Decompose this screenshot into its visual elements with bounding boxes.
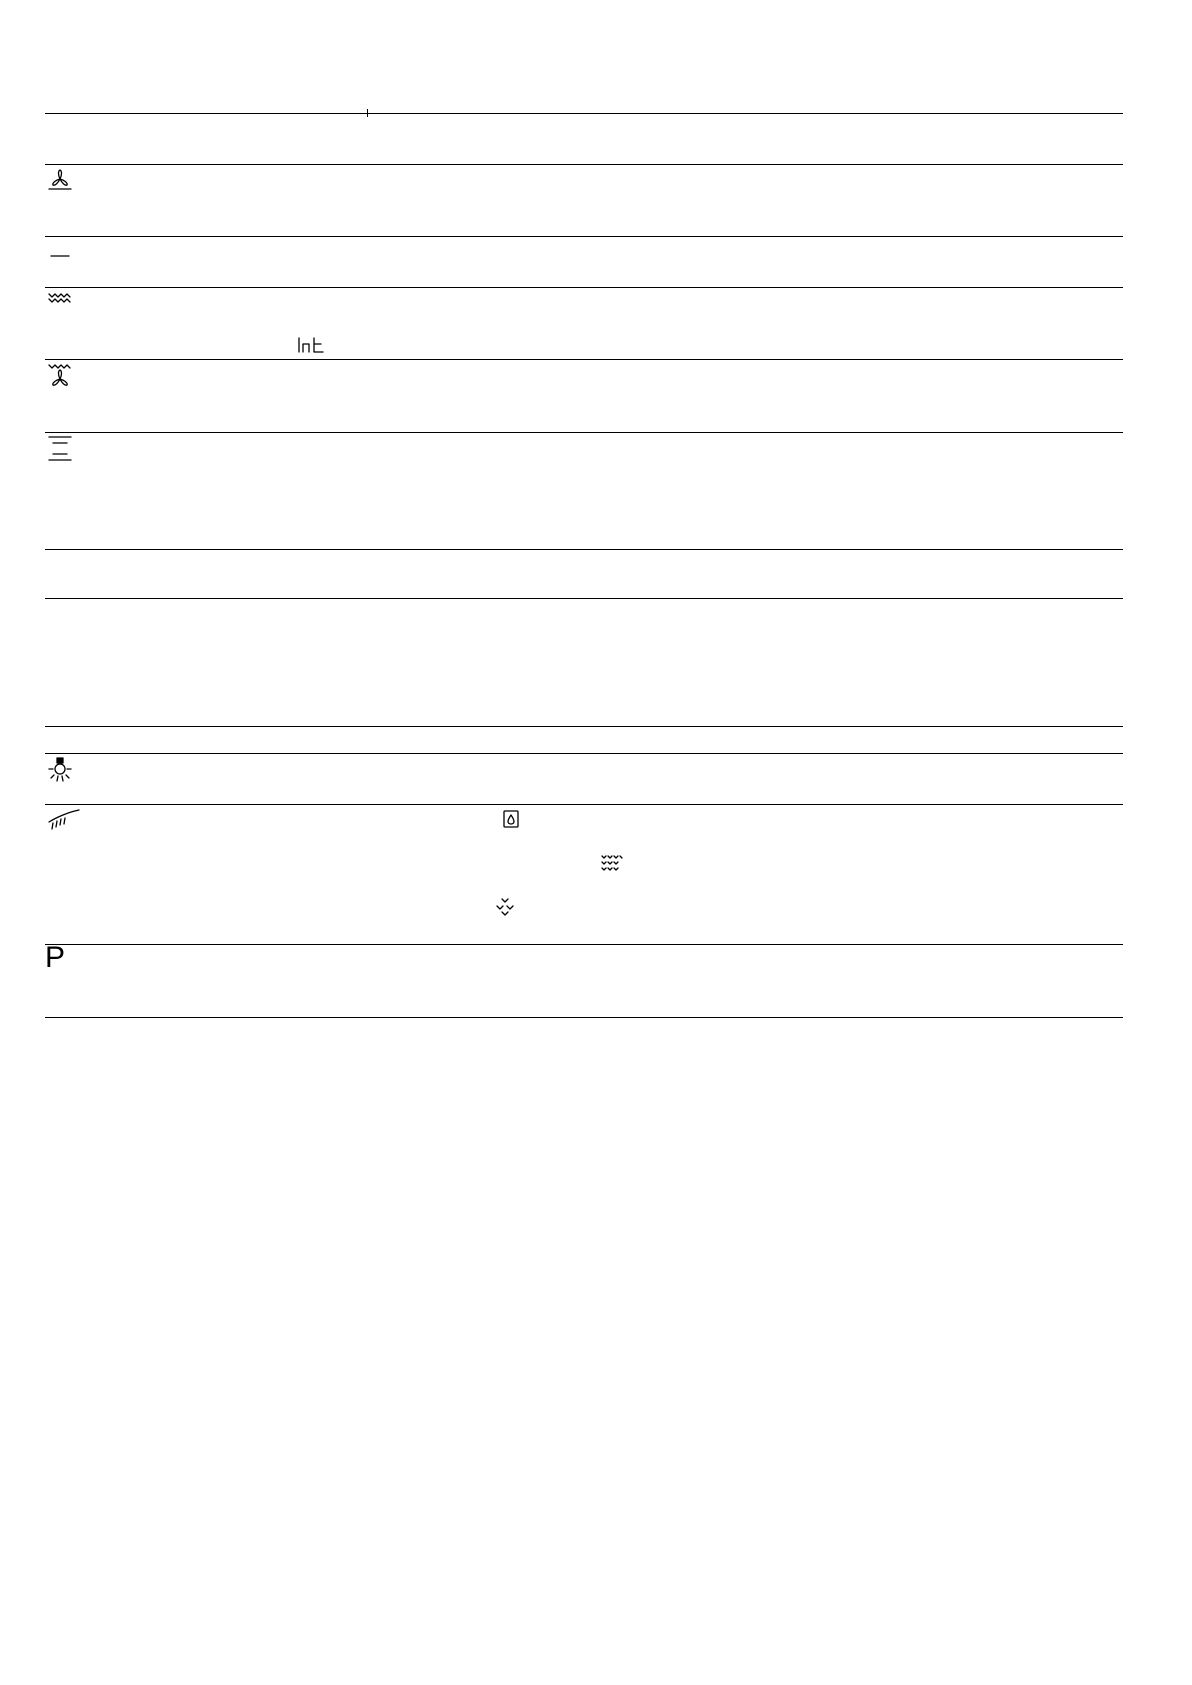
table-rule xyxy=(45,726,1123,727)
intensive-indicator-icon xyxy=(297,336,325,354)
steam-dots-icon xyxy=(600,853,624,873)
table-rule xyxy=(45,287,1123,288)
table-rule xyxy=(45,359,1123,360)
column-divider xyxy=(367,109,368,117)
program-letter: P xyxy=(45,941,66,974)
cleaning-brush-icon xyxy=(47,808,81,832)
table-rule xyxy=(45,753,1123,754)
light-icon xyxy=(46,757,74,783)
bottom-heat-icon xyxy=(49,252,71,260)
grill-icon xyxy=(47,291,73,305)
grill-fan-icon xyxy=(47,362,73,390)
table-rule xyxy=(45,549,1123,550)
table-rule xyxy=(45,804,1123,805)
water-tank-icon xyxy=(502,809,520,829)
fan-bottom-heat-icon xyxy=(47,168,73,194)
table-rule xyxy=(45,164,1123,165)
table-rule xyxy=(45,236,1123,237)
table-rule xyxy=(45,113,1123,114)
table-rule xyxy=(45,944,1123,945)
drain-chevrons-icon xyxy=(494,896,516,918)
table-rule xyxy=(45,598,1123,599)
top-bottom-heat-icon xyxy=(47,434,73,464)
table-rule xyxy=(45,432,1123,433)
table-rule xyxy=(45,1017,1123,1018)
